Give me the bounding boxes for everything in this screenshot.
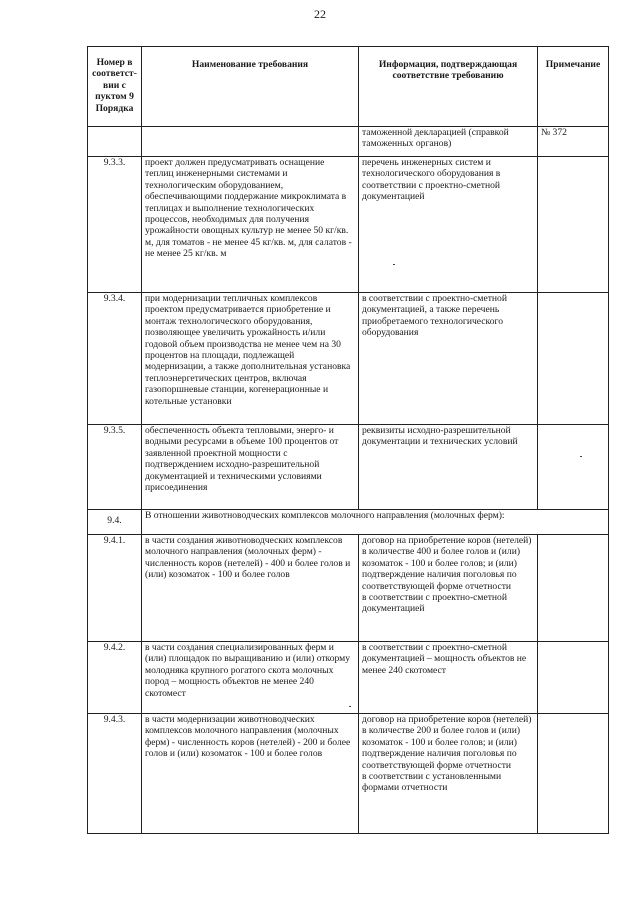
row-number: 9.3.4.	[88, 293, 142, 425]
table-header-row	[88, 47, 609, 127]
row-requirement: проект должен предусматривать оснащение теплиц инженерными системами и технологическим оборудованием, обеспечивающими поддержание микроклимата в теплицах и выполнение технологических процессов, необходимых для получения урожайности овощных культур не менее 50 кг/кв. м, для томатов - не менее 45 кг/кв. м, для салатов - не менее 25 кг/кв. м	[142, 157, 359, 293]
row-number	[88, 127, 142, 157]
requirements-table	[87, 46, 609, 834]
row-requirement: при модернизации тепличных комплексов проектом предусматривается приобретение и монтаж технологического оборудования, позволяющее увеличить урожайность и/или годовой объем производства не менее чем на 30 процентов на площади, подлежащей модернизации, а также дополнительная установка теплоэнергетических центров, включая газопоршневые станции, когенерационные и котельные установки	[142, 293, 359, 425]
row-note	[538, 157, 609, 293]
row-info: договор на приобретение коров (нетелей) в количестве 200 и более голов и (или) козоматок - 100 и более голов; и (или) подтверждение наличия поголовья по соответствующей форме отчетности в соответствии с установленными формами отчетности	[359, 714, 538, 834]
row-requirement: обеспеченность объекта тепловыми, энерго- и водными ресурсами в объеме 100 процентов от заявленной проектной мощности с подтверждением исходно-разрешительной документацией и техническими условиями присоединения	[142, 425, 359, 510]
row-info: перечень инженерных систем и технологического оборудования в соответствии с проектно-сметной документацией	[359, 157, 538, 293]
row-number: 9.3.3.	[88, 157, 142, 293]
row-info: договор на приобретение коров (нетелей) в количестве 400 и более голов и (или) козоматок - 100 и более голов; и (или) подтверждение наличия поголовья по соответствующей форме отчетности в соответствии с проектно-сметной документацией	[359, 535, 538, 642]
section-number: 9.4.	[88, 510, 142, 535]
section-row	[88, 510, 609, 535]
row-info: в соответствии с проектно-сметной документацией, а также перечень приобретаемого технологического оборудования	[359, 293, 538, 425]
row-number: 9.4.1.	[88, 535, 142, 642]
row-requirement: в части создания специализированных ферм и (или) площадок по выращиванию и (или) откорму молодняка крупного рогатого скота молочных пород – мощность объектов не менее 240 скотомест	[142, 642, 359, 714]
row-info: таможенной декларацией (справкой таможенных органов)	[359, 127, 538, 157]
row-note	[538, 642, 609, 714]
header-note: Примечание	[538, 47, 609, 127]
row-note	[538, 535, 609, 642]
row-note: № 372	[538, 127, 609, 157]
scan-speck	[393, 264, 395, 265]
row-number: 9.4.3.	[88, 714, 142, 834]
row-info: реквизиты исходно-разрешительной документации и технических условий	[359, 425, 538, 510]
table-row	[88, 157, 609, 293]
row-info: в соответствии с проектно-сметной документацией – мощность объектов не менее 240 скотомест	[359, 642, 538, 714]
table-row	[88, 535, 609, 642]
table-row	[88, 127, 609, 157]
table-row	[88, 293, 609, 425]
header-number: Номер в соответст-вии с пуктом 9 Порядка	[88, 47, 142, 127]
table-row	[88, 714, 609, 834]
table-row	[88, 642, 609, 714]
row-requirement	[142, 127, 359, 157]
row-requirement: в части создания животноводческих комплексов молочного направления (молочных ферм) - численность коров (нетелей) - 400 и более голов и (или) козоматок - 100 и более голов	[142, 535, 359, 642]
row-note	[538, 714, 609, 834]
table-row	[88, 425, 609, 510]
row-note	[538, 293, 609, 425]
page-number: 22	[314, 7, 326, 21]
scan-speck	[580, 456, 582, 457]
row-number: 9.4.2.	[88, 642, 142, 714]
section-title: В отношении животноводческих комплексов молочного направления (молочных ферм):	[142, 510, 609, 535]
row-requirement: в части модернизации животноводческих комплексов молочного направления (молочных ферм) - численность коров (нетелей) - 200 и более голов и (или) козоматок - 100 и более голов	[142, 714, 359, 834]
scan-speck	[349, 706, 351, 707]
header-info: Информация, подтверждающая соответствие требованию	[359, 47, 538, 127]
row-note	[538, 425, 609, 510]
header-requirement: Наименование требования	[142, 47, 359, 127]
row-number: 9.3.5.	[88, 425, 142, 510]
